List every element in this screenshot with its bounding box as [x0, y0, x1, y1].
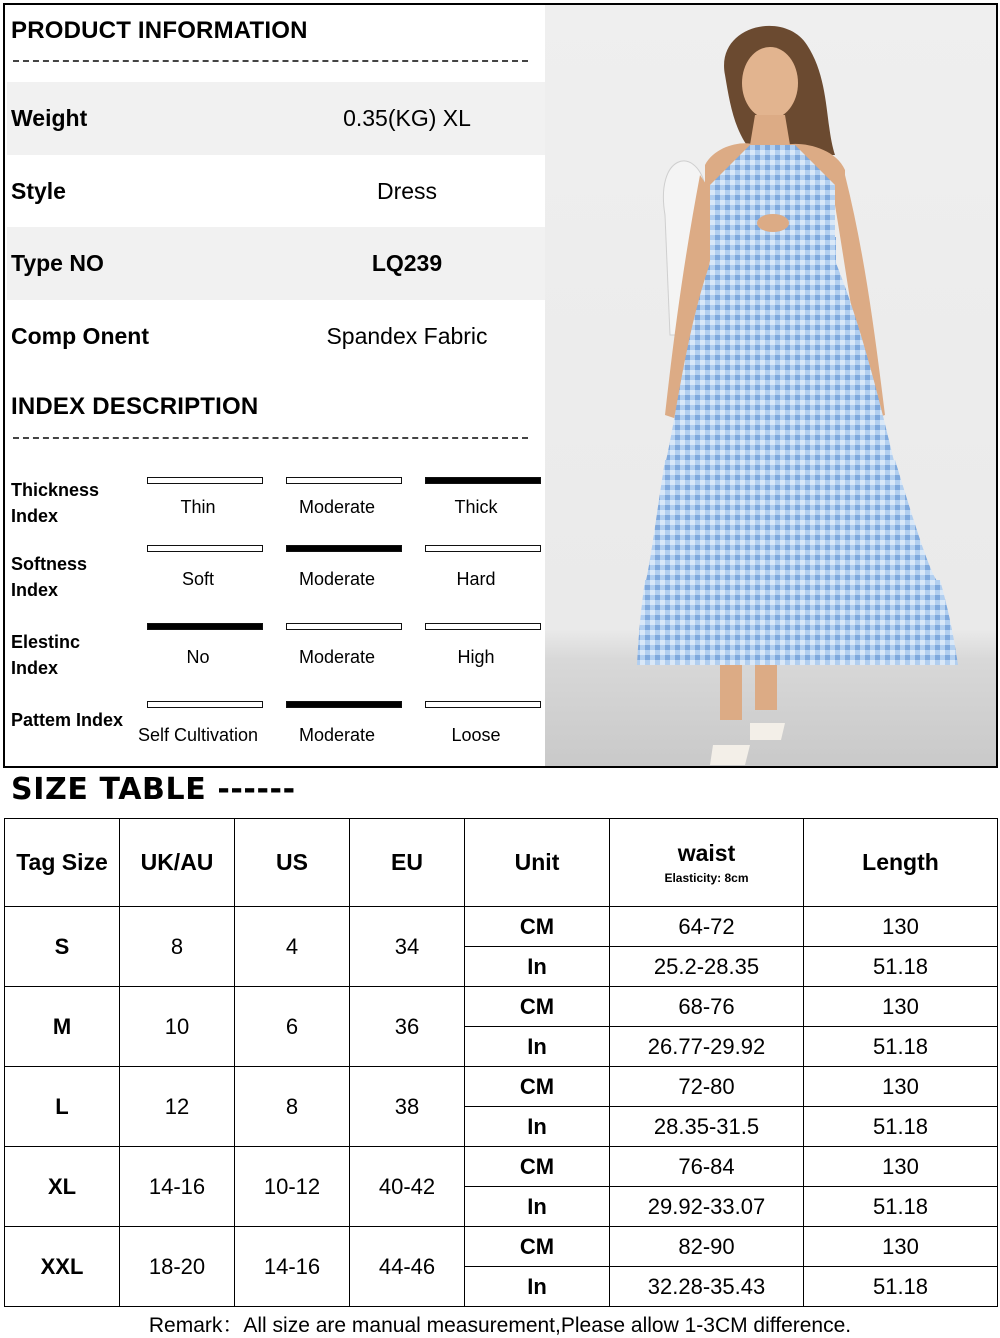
length-cell: 130: [804, 1147, 998, 1187]
table-row: [5, 987, 998, 1027]
eu-cell: 44-46: [350, 1227, 465, 1307]
waist-note: Elasticity: 8cm: [664, 871, 749, 885]
index-row-softness: [5, 545, 545, 623]
index-bar: [147, 623, 263, 630]
info-label: Comp Onent: [11, 323, 149, 349]
header-unit: Unit: [465, 819, 610, 907]
unit-cell: CM: [465, 1067, 610, 1107]
index-label: Elestinc Index: [11, 632, 81, 678]
index-option: Moderate: [298, 647, 376, 667]
header-length: Length: [804, 819, 998, 907]
waist-cell: 32.28-35.43: [610, 1267, 804, 1307]
index-bar: [286, 701, 402, 708]
eu-cell: 40-42: [350, 1147, 465, 1227]
length-cell: 130: [804, 1067, 998, 1107]
length-cell: 51.18: [804, 1107, 998, 1147]
index-option: Thick: [454, 497, 498, 517]
index-option: Self Cultivation: [137, 725, 259, 745]
tag-size-cell: XL: [5, 1147, 120, 1227]
us-cell: 14-16: [235, 1227, 350, 1307]
eu-cell: 34: [350, 907, 465, 987]
info-value: Dress: [376, 178, 438, 204]
tag-size-cell: M: [5, 987, 120, 1067]
length-cell: 51.18: [804, 1187, 998, 1227]
tag-size-cell: L: [5, 1067, 120, 1147]
table-row: [5, 1147, 998, 1187]
index-description-title: INDEX DESCRIPTION: [11, 393, 259, 420]
index-bar: [147, 545, 263, 552]
tag-size-cell: S: [5, 907, 120, 987]
index-bar: [425, 701, 541, 708]
index-bar: [286, 545, 402, 552]
waist-cell: 76-84: [610, 1147, 804, 1187]
size-table-header: [5, 819, 998, 907]
info-value: 0.35(KG) XL: [343, 105, 471, 131]
eu-cell: 38: [350, 1067, 465, 1147]
table-row: [5, 1067, 998, 1107]
info-value: Spandex Fabric: [326, 323, 488, 349]
remark-text: Remark：All size are manual measurement,Please allow 1-3CM difference.: [148, 1314, 852, 1337]
index-option: Thin: [180, 497, 216, 517]
index-option: No: [186, 647, 210, 667]
index-option: Soft: [181, 569, 215, 589]
index-option: Moderate: [298, 725, 376, 745]
index-option: High: [457, 647, 495, 667]
index-label: Thickness Index: [11, 480, 100, 526]
unit-cell: In: [465, 1107, 610, 1147]
info-row-style: [7, 155, 545, 228]
index-option: Moderate: [298, 569, 376, 589]
unit-cell: In: [465, 1187, 610, 1227]
uk-au-cell: 14-16: [120, 1147, 235, 1227]
us-cell: 6: [235, 987, 350, 1067]
size-table-title: SIZE TABLE ------: [11, 772, 296, 807]
waist-cell: 26.77-29.92: [610, 1027, 804, 1067]
waist-label: waist: [677, 840, 736, 866]
dashed-divider: [13, 60, 528, 62]
index-bar: [147, 477, 263, 484]
header-uk-au: UK/AU: [120, 819, 235, 907]
length-cell: 130: [804, 987, 998, 1027]
us-cell: 10-12: [235, 1147, 350, 1227]
waist-cell: 68-76: [610, 987, 804, 1027]
length-cell: 51.18: [804, 947, 998, 987]
length-cell: 130: [804, 907, 998, 947]
index-row-elastic: [5, 623, 545, 701]
uk-au-cell: 10: [120, 987, 235, 1067]
index-row-thickness: [5, 477, 545, 555]
length-cell: 51.18: [804, 1027, 998, 1067]
header-eu: EU: [350, 819, 465, 907]
info-label: Style: [11, 178, 66, 204]
index-label: Softness Index: [11, 554, 88, 600]
header-tag-size: Tag Size: [5, 819, 120, 907]
model-illustration: [545, 5, 998, 766]
eu-cell: 36: [350, 987, 465, 1067]
header-us: US: [235, 819, 350, 907]
uk-au-cell: 12: [120, 1067, 235, 1147]
waist-cell: 29.92-33.07: [610, 1187, 804, 1227]
length-cell: 51.18: [804, 1267, 998, 1307]
dashed-divider: [13, 437, 528, 439]
info-value: LQ239: [371, 250, 443, 276]
table-row: [5, 1227, 998, 1267]
waist-cell: 25.2-28.35: [610, 947, 804, 987]
info-row-type-no: [7, 227, 545, 300]
unit-cell: In: [465, 1027, 610, 1067]
index-option: Loose: [451, 725, 501, 745]
index-bar: [286, 477, 402, 484]
product-info-panel: [3, 3, 998, 768]
unit-cell: In: [465, 1267, 610, 1307]
unit-cell: CM: [465, 907, 610, 947]
waist-cell: 28.35-31.5: [610, 1107, 804, 1147]
index-label: Pattem Index: [11, 710, 124, 730]
info-label: Weight: [11, 105, 88, 131]
index-bar: [147, 701, 263, 708]
us-cell: 4: [235, 907, 350, 987]
waist-cell: 64-72: [610, 907, 804, 947]
unit-cell: CM: [465, 987, 610, 1027]
unit-cell: In: [465, 947, 610, 987]
index-bar: [425, 477, 541, 484]
product-photo: [545, 5, 998, 766]
us-cell: 8: [235, 1067, 350, 1147]
table-row: [5, 907, 998, 947]
unit-cell: CM: [465, 1227, 610, 1267]
length-cell: 130: [804, 1227, 998, 1267]
uk-au-cell: 8: [120, 907, 235, 987]
info-row-component: [7, 300, 545, 373]
index-bar: [286, 623, 402, 630]
tag-size-cell: XXL: [5, 1227, 120, 1307]
index-row-pattern: [5, 701, 545, 768]
uk-au-cell: 18-20: [120, 1227, 235, 1307]
header-waist: [610, 819, 804, 907]
waist-cell: 72-80: [610, 1067, 804, 1107]
waist-cell: 82-90: [610, 1227, 804, 1267]
product-info-column: [5, 5, 545, 766]
unit-cell: CM: [465, 1147, 610, 1187]
info-label: Type NO: [11, 250, 104, 276]
index-option: Hard: [456, 569, 496, 589]
index-option: Moderate: [298, 497, 376, 517]
info-row-weight: [7, 82, 545, 155]
size-table: [4, 818, 998, 1307]
index-bar: [425, 545, 541, 552]
index-bar: [425, 623, 541, 630]
product-info-title: PRODUCT INFORMATION: [11, 17, 308, 44]
